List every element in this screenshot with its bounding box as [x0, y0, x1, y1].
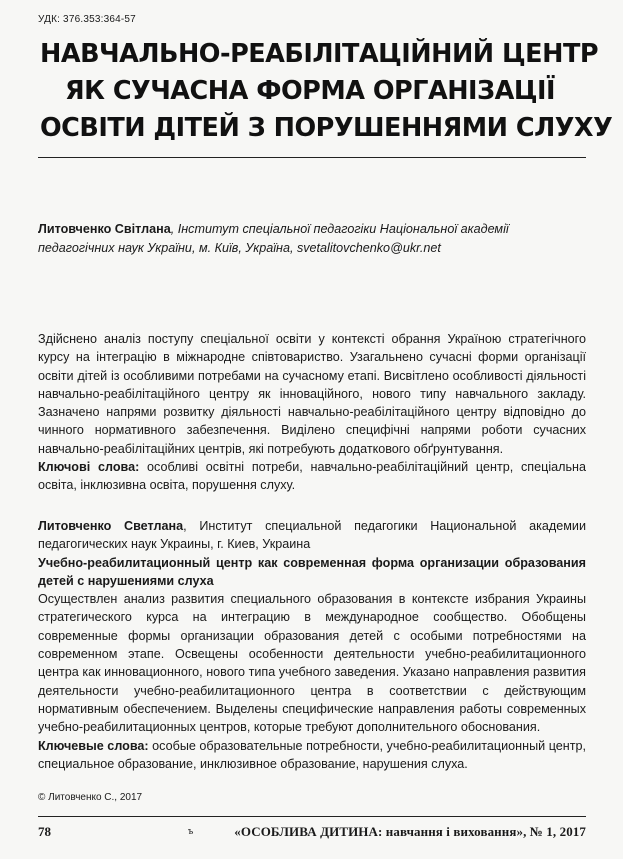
author-affiliation-ua: , Інститут спеціальної педагогіки Національної академії педагогічних наук України, м. Київ, Україна, svetalitovchenko@ukr.net	[38, 222, 509, 255]
footer-divider	[38, 816, 586, 817]
title-divider	[38, 157, 586, 158]
page-footer	[38, 824, 586, 842]
abstract-ua	[38, 330, 586, 495]
title-line-2: ЯК СУЧАСНА ФОРМА ОРГАНІЗАЦІЇ	[64, 76, 556, 106]
journal-name: «ОСОБЛИВА ДИТИНА: навчання і виховання», № 1, 2017	[234, 824, 586, 839]
article-title	[40, 36, 613, 147]
abstract-ua-text: Здійснено аналіз поступу спеціальної освіти у контексті обрання Україною стратегічного курсу на інтеграцію в міжнародне співтовариство. Узагальнено сучасні форми організації освіти дітей із особливими потребами на сучасному етапі. Висвітлено особливості діяльності навчально-реабілітаційного центру як інноваційного, нового типу навчального закладу. Зазначено напрями розвитку діяльності навчально-реабілітаційного центру відповідно до чинного нормативного забезпечення. Виділено специфічні напрями роботи сучасних навчально-реабілітаційних центрів, які потребують додаткового обґрунтування.	[38, 332, 586, 456]
page-number: 78	[38, 824, 51, 839]
keywords-ru: особые образовательные потребности, учебно-реабилитационный центр, специальное образование, инклюзивное образование, нарушения слуха.	[38, 738, 586, 771]
udc-code: УДК: 376.353:364-57	[38, 14, 136, 25]
author-affiliation-ru: , Институт специальной педагогики Национальной академии педагогических наук Украины, г. Киев, Украина	[38, 519, 586, 552]
author-name-ua: Литовченко Світлана	[38, 222, 171, 236]
title-line-3: ОСВІТИ ДІТЕЙ З ПОРУШЕННЯМИ СЛУХУ	[40, 113, 613, 143]
title-line-1: НАВЧАЛЬНО-РЕАБІЛІТАЦІЙНИЙ ЦЕНТР	[40, 39, 599, 69]
author-info-ua	[38, 220, 586, 258]
abstract-ru-title: Учебно-реабилитационный центр как современная форма организации образования детей с нарушениями слуха	[38, 555, 586, 588]
author-name-ru: Литовченко Светлана	[38, 519, 184, 533]
abstract-ru	[38, 517, 586, 773]
footer-mark: ъ	[188, 826, 194, 837]
keywords-label-ua: Ключові слова:	[38, 460, 140, 475]
keywords-ua: особливі освітні потреби, навчально-реабілітаційний центр, спеціальна освіта, інклюзивна освіта, порушення слуху.	[38, 460, 586, 493]
copyright: © Литовченко С., 2017	[38, 792, 143, 803]
keywords-label-ru: Ключевые слова:	[38, 738, 149, 753]
abstract-ru-text: Осуществлен анализ развития специального образования в контексте избрания Украины стратегического курса на интеграцию в международное сообщество. Обобщены современные формы организации образования детей с особыми потребностями на современном этапе. Освещены особенности деятельности учебно-реабилитационного центра как инновационного, нового типа учебного заведения. Указано направления развития деятельности учебно-реабилитационного центра в соответствии с действующим нормативным обеспечением. Выделены специфические направления работы современных учебно-реабилитационных центров, которые требуют дополнительного обоснования.	[38, 592, 586, 735]
